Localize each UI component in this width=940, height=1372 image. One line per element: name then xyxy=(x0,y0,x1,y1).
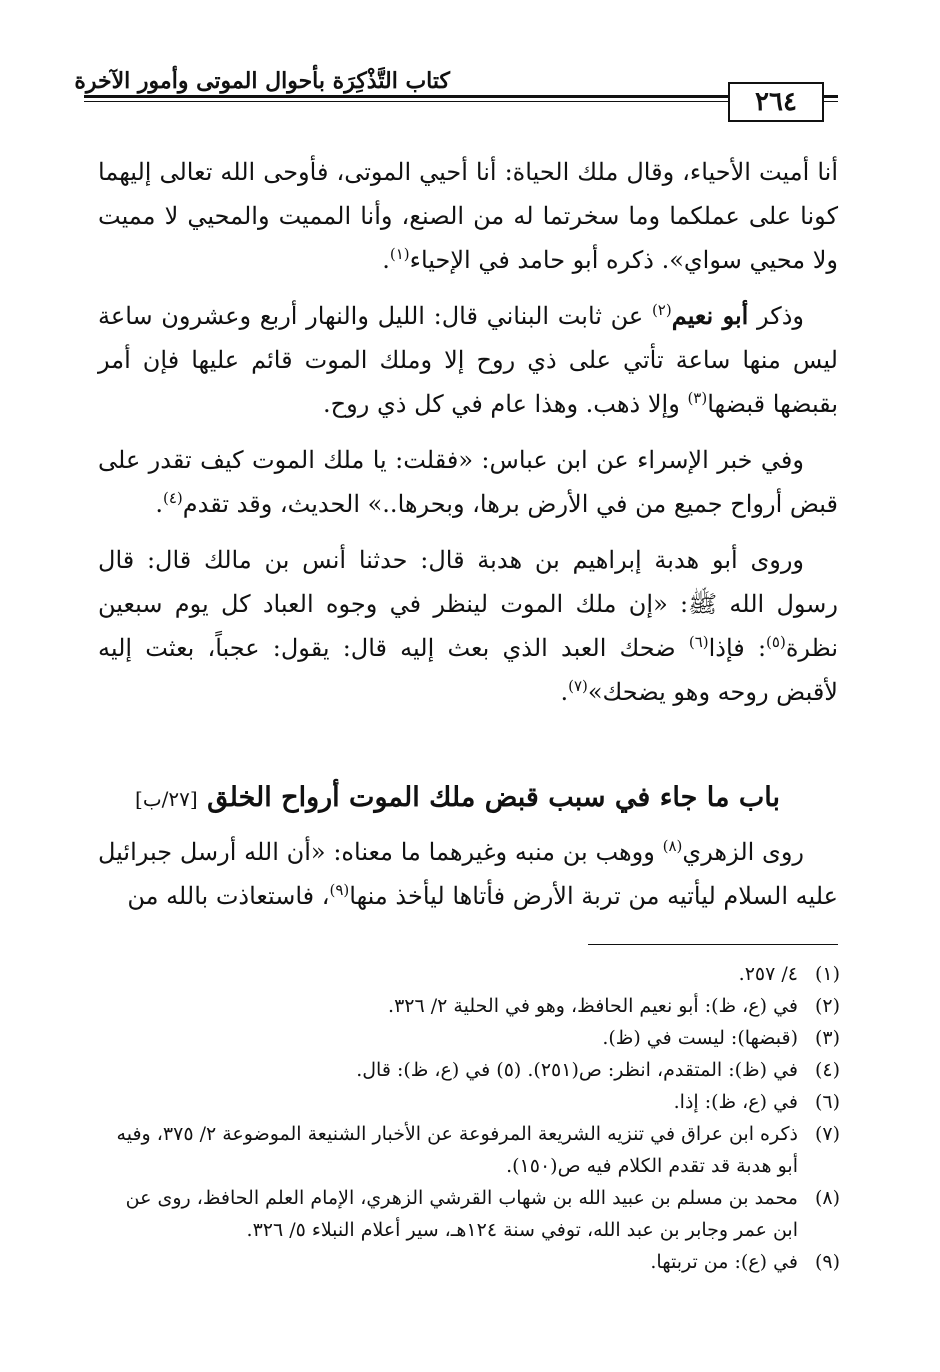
footnotes-list xyxy=(100,958,840,1278)
footnote-ref: (٦) xyxy=(688,633,709,651)
footnote-item xyxy=(100,1086,840,1118)
footnote-number: (٣) xyxy=(814,1027,840,1049)
paragraph-2 xyxy=(98,294,838,426)
header-rule xyxy=(84,95,728,98)
footnote-number: (٤) xyxy=(814,1059,840,1081)
footnote-ref: (٥) xyxy=(766,633,786,651)
paragraph-5 xyxy=(98,830,838,918)
footnote-text: في (ظ): المتقدم، انظر: ص(٢٥١). (٥) في (ع، ظ): قال. xyxy=(356,1059,798,1081)
footnote-number: (٩) xyxy=(814,1251,840,1273)
footnote-text: ذكره ابن عراق في تنزيه الشريعة المرفوعة عن الأخبار الشنيعة الموضوعة ٢/ ٣٧٥، وفيه أبو هدبة قد تقدم الكلام فيه ص(١٥٠). xyxy=(116,1123,798,1177)
header-rule-right-thin xyxy=(824,101,838,102)
paragraph-5-text-b: ووهب بن منبه وغيرهما ما معناه: «أن الله أرسل جبرائيل عليه السلام ليأتيه من تربة الأرض فأتاها ليأخذ منها xyxy=(98,838,838,910)
paragraph-2-text-b: عن ثابت البناني قال: الليل والنهار أربع وعشرون ساعة ليس منها ساعة تأتي على ذي روح إلا وملك الموت قائم عليها فإن أمر بقبضها قبضها xyxy=(98,302,838,418)
footnote-text: في (ع، ظ): أبو نعيم الحافظ، وهو في الحلية ٢/ ٣٢٦. xyxy=(388,995,798,1017)
footnote-item xyxy=(100,1022,840,1054)
footnote-item xyxy=(100,1118,840,1182)
footnote-number: (٧) xyxy=(814,1123,840,1145)
footnote-number: (١) xyxy=(814,963,840,985)
footnote-text: ٤/ ٢٥٧. xyxy=(738,963,798,985)
punctuation: . xyxy=(560,678,569,706)
punctuation: . xyxy=(382,246,390,274)
footnote-item xyxy=(100,1246,840,1278)
footnote-text: في (ع، ظ): إذا. xyxy=(673,1091,798,1113)
footnote-ref: (٤) xyxy=(162,489,183,507)
footnote-ref: (١) xyxy=(389,245,410,263)
footnote-item xyxy=(100,1054,840,1086)
footnote-ref: (٣) xyxy=(687,389,708,407)
footnote-number: (٢) xyxy=(814,995,840,1017)
main-text-top xyxy=(98,150,838,726)
footnote-text: في (ع): من تربتها. xyxy=(650,1251,798,1273)
paragraph-5-text-c: ، فاستعاذت بالله من xyxy=(127,882,330,910)
paragraph-2-text-c: وإلا ذهب. وهذا عام في كل ذي روح. xyxy=(323,390,680,418)
paragraph-1-text: أنا أميت الأحياء، وقال ملك الحياة: أنا أحيي الموتى، فأوحى الله تعالى إليهما كونا على عملكما وما سخرتما له من الصنع، وأنا المميت والمحيي لا مميت ولا محيي سواي». ذكره أبو حامد في الإحياء xyxy=(98,158,838,274)
page-number: ٢٦٤ xyxy=(728,82,824,122)
manuscript-folio-ref: [٢٧/ب] xyxy=(135,787,198,811)
paragraph-5-text-a: روى الزهري xyxy=(682,838,805,866)
punctuation: . xyxy=(155,490,163,518)
footnote-ref: (٢) xyxy=(651,301,672,319)
footnote-ref: (٧) xyxy=(568,677,588,695)
bold-name: أبو نعيم xyxy=(671,301,749,330)
paragraph-2-text-a: وذكر xyxy=(757,302,804,330)
running-header-title: كتاب التَّذْكِرَة بأحوال الموتى وأمور الآخرة xyxy=(74,68,450,94)
paragraph-4-text-a: وروى أبو هدبة إبراهيم بن هدبة قال: حدثنا أنس بن مالك قال: قال رسول الله ﷺ: «إن ملك الموت لينظر في وجوه العباد كل يوم سبعين نظرة xyxy=(98,546,838,662)
footnote-number: (٨) xyxy=(814,1187,840,1209)
footnote-ref: (٨) xyxy=(662,837,683,855)
footnote-item xyxy=(100,1182,840,1246)
header-rule-thin xyxy=(84,101,728,102)
paragraph-4 xyxy=(98,538,838,714)
paragraph-1 xyxy=(98,150,838,282)
header-rule-right xyxy=(824,95,838,98)
paragraph-4-text-b: : فإذا xyxy=(708,634,767,662)
footnote-item xyxy=(100,958,840,990)
paragraph-4-text-c: ضحك العبد الذي بعث إليه قال: يقول: عجباً، بعثت إليه لأقبض روحه وهو يضحك» xyxy=(98,634,838,706)
main-text-bottom xyxy=(98,830,838,930)
footnote-ref: (٩) xyxy=(329,881,350,899)
footnote-separator xyxy=(588,944,838,945)
footnote-number: (٦) xyxy=(814,1091,840,1113)
section-heading-text: باب ما جاء في سبب قبض ملك الموت أرواح الخلق xyxy=(207,782,780,813)
paragraph-3 xyxy=(98,438,838,526)
footnote-item xyxy=(100,990,840,1022)
paragraph-3-text: وفي خبر الإسراء عن ابن عباس: «فقلت: يا ملك الموت كيف تقدر على قبض أرواح جميع من في الأرض برها، وبحرها..» الحديث، وقد تقدم xyxy=(98,446,838,518)
section-heading xyxy=(135,782,780,813)
footnote-text: محمد بن مسلم بن عبيد الله بن شهاب القرشي الزهري، الإمام العلم الحافظ، روى عن ابن عمر وجابر بن عبد الله، توفي سنة ١٢٤هـ، سير أعلام النبلاء ٥/ ٣٢٦. xyxy=(125,1187,798,1241)
footnote-text: (قبضها): ليست في (ظ). xyxy=(602,1027,798,1049)
